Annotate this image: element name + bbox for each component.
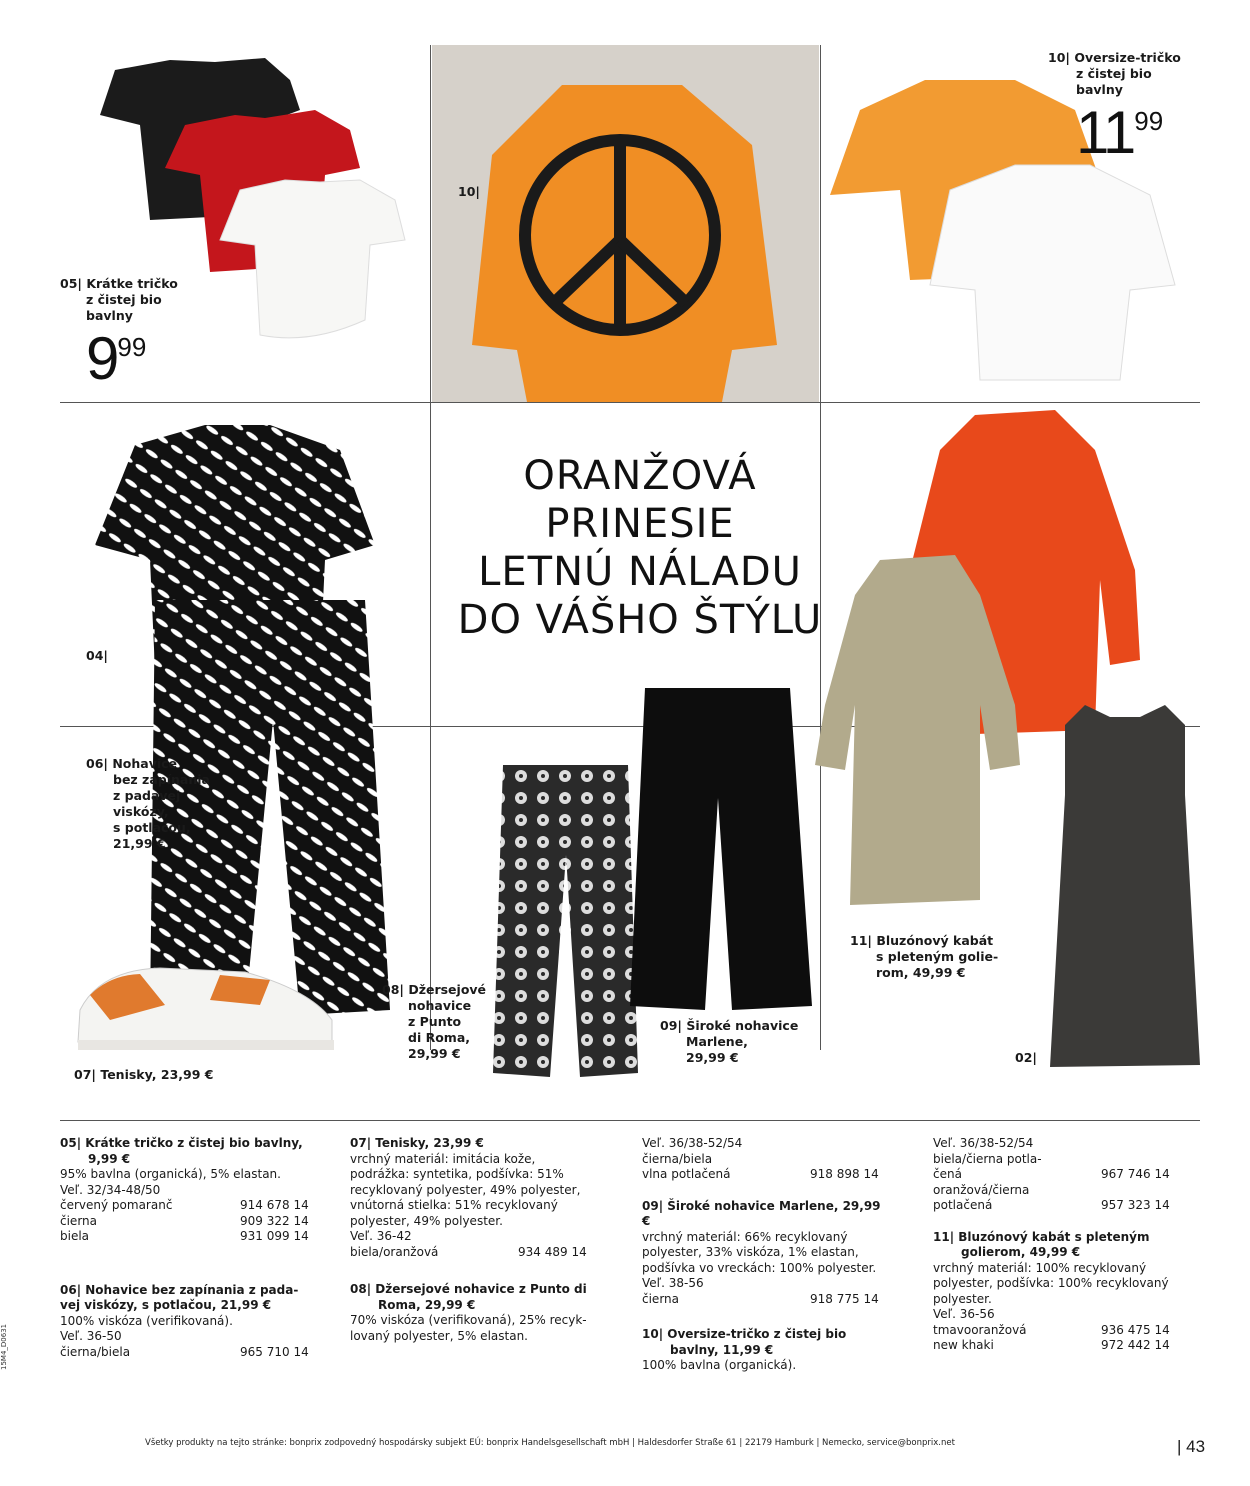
dark-dress-image [1045,705,1205,1070]
details-col2 [350,1136,590,1344]
col1-b-row1 [60,1345,315,1361]
wide-trousers-image [630,688,815,1013]
col2-b-text2: lovaný polyester, 5% elastan. [350,1328,528,1343]
col3-b-row1-code: 918 775 14 [810,1291,879,1306]
item11-line3: rom, 49,99 € [876,965,966,980]
col3-c-head2: bavlny, 11,99 € [670,1342,774,1357]
col4-b-row1 [933,1323,1173,1339]
col4-a-text3: oranžová/čierna [933,1182,1030,1197]
item11-number: 11| [850,933,872,948]
col4-b-head2: golierom, 49,99 € [961,1245,1081,1259]
col2-b-text1: 70% viskóza (verifikovaná), 25% recyk- [350,1313,587,1327]
side-code: 15M4_D0631 [0,1323,8,1370]
item10-price-main: 11 [1076,99,1135,166]
col3-b-text4: Veľ. 38-56 [642,1276,704,1290]
col3-c-text1: 100% bavlna (organická). [642,1358,797,1372]
col1-a-head1: 05| Krátke tričko z čistej bio bavlny, [60,1136,303,1150]
item07-number: 07| [74,1067,96,1082]
col4-a-row2-color: potlačená [933,1198,993,1212]
col2-b-head2: Roma, 29,99 € [378,1297,476,1312]
col4-a-row1 [933,1167,1173,1183]
col1-a-row2-code: 909 322 14 [240,1213,309,1228]
item06-number: 06| [86,756,108,771]
item09-label [660,1018,798,1033]
item06-line2: bez zapínania [113,772,210,787]
col1-a-row1-color: červený pomaranč [60,1198,173,1212]
details-col3 [642,1136,882,1374]
item10-top-number: 10| [1048,50,1070,65]
item07-text: Tenisky, 23,99 € [100,1067,214,1082]
item10-mid-label: 10| [458,184,480,199]
item06-label [86,756,177,771]
divider-horizontal-top [60,402,1200,403]
item06-line5: s potlačou, [113,820,191,835]
col2-a-text1: vrchný materiál: imitácia kože, [350,1151,536,1166]
col2-a-row1-color: biela/oranžová [350,1244,439,1259]
item02-label: 02| [1015,1050,1037,1065]
item08-number: 08| [382,982,404,997]
item05-line2: z čistej bio [86,292,162,307]
col3-c-head1: 10| Oversize-tričko z čistej bio [642,1327,847,1341]
col2-a-head1: 07| Tenisky, 23,99 € [350,1136,484,1150]
col1-a-text2: Veľ. 32/34-48/50 [60,1182,161,1197]
col4-a-row1-color: čená [933,1167,962,1181]
item08-line1: Džersejové [408,982,487,997]
col4-b-row2-code: 972 442 14 [1101,1338,1170,1352]
item06-line3: z padavej [113,788,181,803]
item05-line3: bavlny [86,308,133,323]
item09-number: 09| [660,1018,682,1033]
orange-tshirt-peace-image [432,45,819,402]
col2-a-text3: recyklovaný polyester, 49% polyester, [350,1182,581,1197]
col1-a-text1: 95% bavlna (organická), 5% elastan. [60,1167,281,1181]
details-col4 [933,1136,1173,1354]
col3-b-row1-color: čierna [642,1291,679,1306]
item05-line1: Krátke tričko [86,276,178,291]
col1-b-row1-color: čierna/biela [60,1344,131,1359]
item11-line1: Bluzónový kabát [876,933,994,948]
col4-b-text4: Veľ. 36-56 [933,1307,995,1321]
col1-b-head1: 06| Nohavice bez zapínania z pada- [60,1282,299,1297]
col1-a-head2: 9,99 € [88,1151,131,1166]
col1-a-row1 [60,1198,315,1214]
col2-a-row1-code: 934 489 14 [518,1244,587,1259]
item10-price [1076,98,1163,167]
col3-b-text2: polyester, 33% viskóza, 1% elastan, [642,1245,859,1259]
item07-label [74,1067,213,1082]
item06-line4: viskózy, [113,804,169,819]
item05-price [86,324,146,393]
col1-b-text1: 100% viskóza (verifikovaná). [60,1313,233,1328]
item09-line3: 29,99 € [686,1050,739,1065]
page-number: | 43 [1177,1437,1206,1456]
item08-label [382,982,486,997]
col3-a-row1-code: 918 898 14 [810,1167,879,1181]
col4-b-row2-color: new khaki [933,1338,994,1352]
col1-a-row2-color: čierna [60,1213,97,1228]
headline-line1: ORANŽOVÁ [523,453,757,499]
col4-b-row2 [933,1338,1173,1354]
col4-a-row2 [933,1198,1173,1214]
printed-trousers-image [145,600,395,1020]
col3-a-row1-color: vlna potlačená [642,1167,731,1181]
col1-a-row2 [60,1214,315,1230]
col3-a-text1: Veľ. 36/38-52/54 [642,1136,743,1150]
col4-b-text2: polyester, podšívka: 100% recyklovaný [933,1276,1169,1290]
jersey-trousers-image [488,765,648,1080]
col3-b-text1: vrchný materiál: 66% recyklovaný [642,1229,848,1244]
col3-a-row1 [642,1167,882,1183]
col1-a-row3-code: 931 099 14 [240,1229,309,1243]
col1-b-head2: vej viskózy, s potlačou, 21,99 € [60,1298,272,1312]
col1-b-row1-code: 965 710 14 [240,1344,309,1359]
divider-horizontal-bottom [60,1120,1200,1121]
item10-top-line3: bavlny [1076,82,1123,97]
col3-b-head1: 09| Široké nohavice Marlene, 29,99 € [642,1198,881,1228]
item08-line2: nohavice [408,998,472,1013]
item10-price-dec: 99 [1134,106,1164,136]
col2-b-head1: 08| Džersejové nohavice z Punto di [350,1282,587,1296]
col2-a-text5: polyester, 49% polyester. [350,1213,503,1228]
headline-line2: PRINESIE [545,501,735,547]
item08-line4: di Roma, [408,1030,471,1045]
item10-top-line2: z čistej bio [1076,66,1152,81]
item04-label: 04| [86,648,108,663]
item10-top-line1: Oversize-tričko [1074,50,1181,65]
col2-a-text6: Veľ. 36-42 [350,1229,412,1243]
item09-line1: Široké nohavice [686,1018,799,1033]
col4-b-head1: 11| Bluzónový kabát s pleteným [933,1229,1150,1244]
col3-a-text2: čierna/biela [642,1151,713,1166]
headline-line4: DO VÁŠHO ŠTÝLU [457,597,823,643]
col2-a-row1 [350,1245,590,1261]
col4-a-text1: Veľ. 36/38-52/54 [933,1136,1034,1150]
headline-line3: LETNÚ NÁLADU [478,549,802,595]
item05-number: 05| [60,276,82,291]
col1-a-row1-code: 914 678 14 [240,1198,309,1212]
item05-price-main: 9 [86,325,118,392]
col4-b-text1: vrchný materiál: 100% recyklovaný [933,1260,1147,1275]
item05-price-dec: 99 [117,332,147,362]
footer-legal: Všetky produkty na tejto stránke: bonprix zodpovedný hospodársky subjekt EÚ: bonprix Handelsgesellschaft mbH | Haldesdorfer Straße 61 | 22179 Hamburk | Nemecko, service@bonprix.net [145,1438,955,1448]
item06-line1: Nohavice [112,756,178,771]
col3-b-text3: podšívka vo vreckách: 100% polyester. [642,1260,877,1275]
col1-a-row3-color: biela [60,1229,90,1243]
col4-a-row1-code: 967 746 14 [1101,1167,1170,1181]
item09-line2: Marlene, [686,1034,748,1049]
model-photo-orange-tshirt [432,45,819,402]
headline [430,452,850,644]
details-col1 [60,1136,315,1360]
sneaker-image [70,960,340,1055]
col1-b-text2: Veľ. 36-50 [60,1329,122,1343]
item11-line2: s pleteným golie- [876,949,999,964]
item08-line5: 29,99 € [408,1046,461,1061]
item06-line6: 21,99 € [113,836,166,851]
item10-top-label [1048,50,1181,65]
item11-label [850,933,993,948]
col2-a-text4: vnútorná stielka: 51% recyklovaný [350,1198,558,1212]
col1-a-row3 [60,1229,315,1245]
col4-b-text3: polyester. [933,1291,992,1306]
col2-a-text2: podrážka: syntetika, podšívka: 51% [350,1167,564,1181]
col3-b-row1 [642,1292,882,1308]
item08-line3: z Punto [408,1014,462,1029]
col4-b-row1-code: 936 475 14 [1101,1322,1170,1337]
item05-label [60,276,178,291]
col4-b-row1-color: tmavooranžová [933,1322,1027,1337]
col4-a-text2: biela/čierna potla- [933,1151,1042,1166]
col4-a-row2-code: 957 323 14 [1101,1198,1170,1212]
khaki-coat-image [815,555,1025,910]
